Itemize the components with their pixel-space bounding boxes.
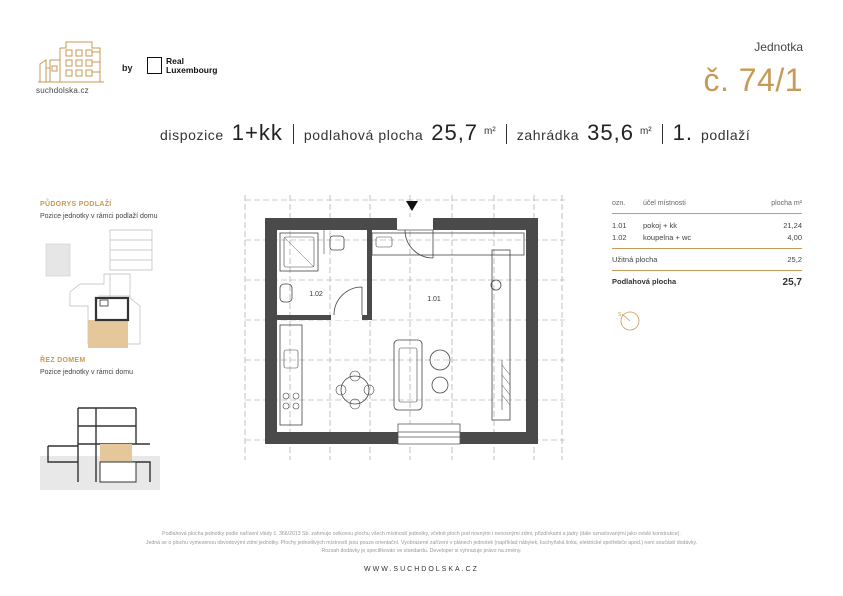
- floor-area-label: podlahová plocha: [303, 127, 424, 143]
- rooms-table: [612, 200, 802, 288]
- garden-unit: m²: [639, 126, 652, 137]
- disposition-value: 1+kk: [231, 120, 283, 145]
- partner-name: Real Luxembourg: [166, 56, 218, 75]
- storey-label: podlaží: [700, 127, 751, 143]
- section-title: ŘEZ DOMEM: [40, 357, 86, 364]
- table-row: 1.02 koupelna + wc 4,00: [612, 233, 802, 242]
- real-luxembourg-logo-icon: [147, 57, 162, 74]
- garden-label: zahrádka: [516, 127, 580, 143]
- floor-area-row: Podlahová plocha 25,7: [612, 270, 802, 288]
- divider: [506, 124, 507, 144]
- disposition-label: dispozice: [160, 127, 224, 143]
- website-link[interactable]: WWW.SUCHDOLSKA.CZ: [364, 566, 479, 573]
- divider: [662, 124, 663, 144]
- floor-area-value: 25,7: [431, 120, 479, 145]
- unit-label: Jednotka: [754, 40, 803, 54]
- floor-plan-title: PŮDORYS PODLAŽÍ: [40, 201, 112, 208]
- usable-area-row: Užitná plocha 25,2: [612, 248, 802, 270]
- unit-summary: [160, 120, 750, 150]
- compass-icon: [617, 308, 643, 334]
- building-section-diagram: [40, 404, 160, 490]
- building-floor-key-plan: [40, 226, 160, 348]
- room-label-1-01: 1.01: [427, 296, 441, 303]
- garden-value: 35,6: [587, 120, 634, 145]
- room-label-1-02: 1.02: [309, 291, 323, 298]
- unit-floor-plan: [240, 190, 570, 465]
- divider: [293, 124, 294, 144]
- section-subtitle: Pozice jednotky v rámci domu: [40, 369, 133, 376]
- storey-value: 1.: [672, 120, 693, 145]
- logo-text: suchdolska.cz: [36, 86, 89, 95]
- footnote: Podlahová plocha jednotky podle nařízení vlády č. 366/2013 Sb. zahrnuje celkovou plochu všech místností jednotky, včetně ploch pod nosnými i nenosnými zdmi, přizdívkami a jádry (dále označovanými jako svislé konstrukce). Jedná se o plochu vymezenou obvodovými zdmi jednotky. Plochy jednotlivých místností jsou pouze orientační. Vyobrazené zařízení v plánech jednotek (například nábytek, kuchyňská linka, elektrické spotřebiče apod.) není součástí dodávky. Rozsah dodávky je specifikován ve standardu. Developer si vyhrazuje právo na změny.: [145, 531, 698, 554]
- by-label: by: [122, 63, 133, 73]
- compass-letter: S: [618, 312, 622, 318]
- building-logo-icon: [36, 38, 106, 84]
- floor-plan-subtitle: Pozice jednotky v rámci podlaží domu: [40, 213, 158, 220]
- unit-number: č. 74/1: [703, 62, 803, 98]
- table-row: 1.01 pokoj + kk 21,24: [612, 221, 802, 230]
- table-header: ozn. účel místnosti plocha m²: [612, 200, 802, 214]
- floor-area-unit: m²: [484, 126, 496, 137]
